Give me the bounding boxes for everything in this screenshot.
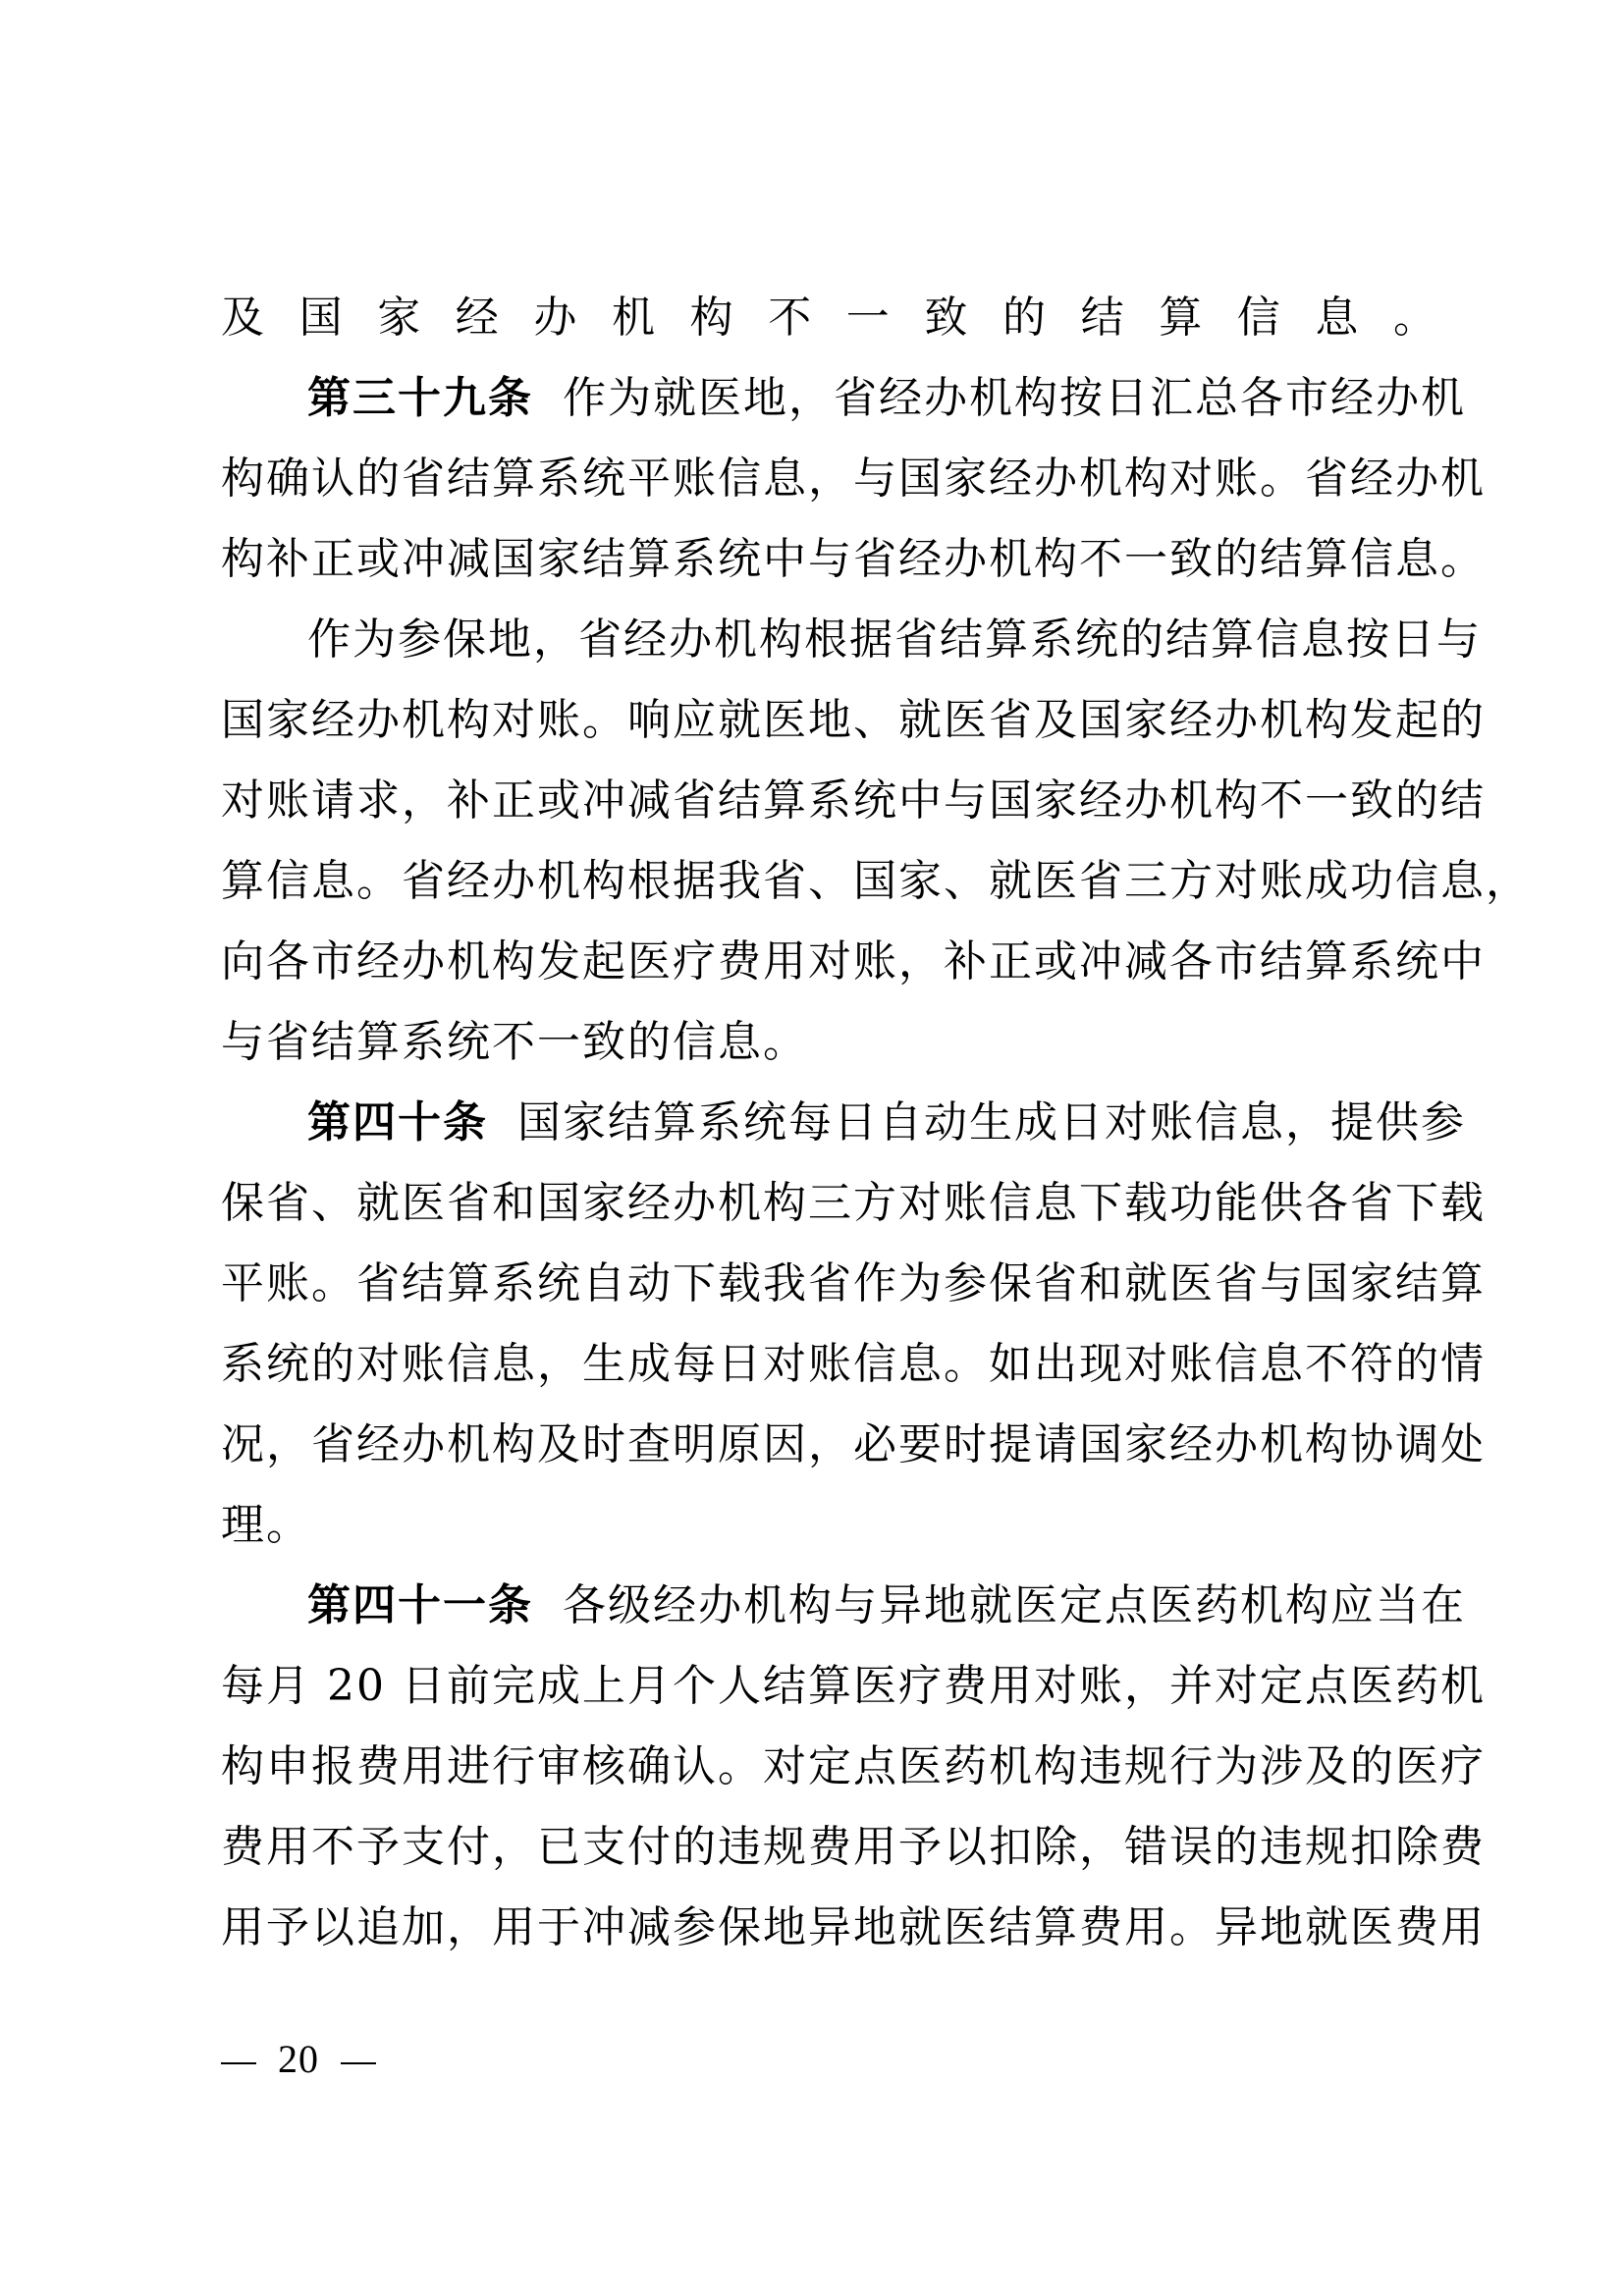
text-line: 况，省经办机构及时查明原因，必要时提请国家经办机构协调处 bbox=[221, 1419, 1486, 1469]
article-label: 第三十九条 bbox=[307, 373, 533, 423]
article-39-heading-line: 第三十九条 作为就医地，省经办机构按日汇总各市经办机 bbox=[307, 373, 1466, 423]
document-body bbox=[221, 278, 1531, 1968]
paragraph-first-line: 作为参保地，省经办机构根据省结算系统的结算信息按日与 bbox=[307, 614, 1482, 665]
page-dash-right bbox=[341, 2062, 376, 2064]
text-line: 平账。省结算系统自动下载我省作为参保省和就医省与国家结算 bbox=[221, 1258, 1486, 1308]
article-40-heading-line: 第四十条 国家结算系统每日自动生成日对账信息，提供参 bbox=[307, 1097, 1466, 1148]
page-number bbox=[221, 2030, 376, 2089]
page-number-value: 20 bbox=[278, 2037, 319, 2081]
text-line: 算信息。省经办机构根据我省、国家、就医省三方对账成功信息， bbox=[221, 856, 1531, 906]
text-line: 构申报费用进行审核确认。对定点医药机构违规行为涉及的医疗 bbox=[221, 1741, 1486, 1791]
text-line: 国家经办机构对账。响应就医地、就医省及国家经办机构发起的 bbox=[221, 695, 1486, 745]
text-line: 及国家经办机构不一致的结算信息。 bbox=[221, 293, 1438, 343]
text-line: 用予以追加，用于冲减参保地异地就医结算费用。异地就医费用 bbox=[221, 1902, 1486, 1952]
text-line: 向各市经办机构发起医疗费用对账，补正或冲减各市结算系统中 bbox=[221, 936, 1486, 987]
text-line: 系统的对账信息，生成每日对账信息。如出现对账信息不符的情 bbox=[221, 1339, 1486, 1389]
text-line: 对账请求，补正或冲减省结算系统中与国家经办机构不一致的结 bbox=[221, 775, 1486, 826]
article-label: 第四十条 bbox=[307, 1097, 488, 1148]
text-line: 费用不予支付，已支付的违规费用予以扣除，错误的违规扣除费 bbox=[221, 1822, 1486, 1872]
text-line: 理。 bbox=[221, 1500, 311, 1550]
article-41-heading-line: 第四十一条 各级经办机构与异地就医定点医药机构应当在 bbox=[307, 1580, 1466, 1630]
page-dash-left bbox=[221, 2062, 256, 2064]
text-line: 保省、就医省和国家经办机构三方对账信息下载功能供各省下载 bbox=[221, 1178, 1486, 1228]
text-line: 构补正或冲减国家结算系统中与省经办机构不一致的结算信息。 bbox=[221, 534, 1486, 584]
article-label: 第四十一条 bbox=[307, 1580, 533, 1630]
text-line: 每月 20 日前完成上月个人结算医疗费用对账，并对定点医药机 bbox=[221, 1661, 1486, 1711]
text-line: 构确认的省结算系统平账信息，与国家经办机构对账。省经办机 bbox=[221, 454, 1486, 504]
text-line: 与省结算系统不一致的信息。 bbox=[221, 1017, 808, 1067]
